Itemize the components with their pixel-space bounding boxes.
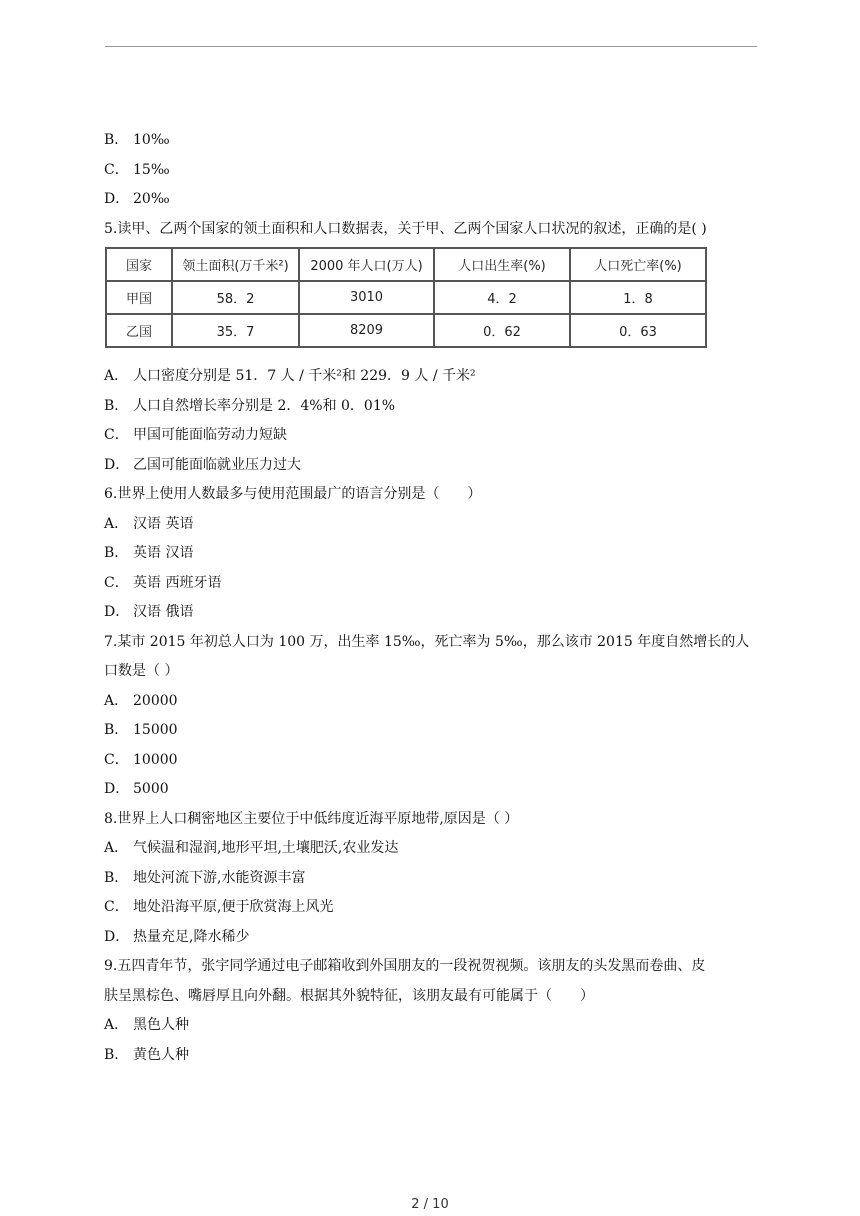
q8-option-c: C． 地处沿海平原,便于欣赏海上风光 xyxy=(104,899,334,915)
q6-option-c: C． 英语 西班牙语 xyxy=(104,575,222,591)
q7-option-b: B． 15000 xyxy=(104,722,178,738)
page-number: 2 / 10 xyxy=(411,1197,449,1212)
q5-option-c: C． 甲国可能面临劳动力短缺 xyxy=(104,427,287,443)
population-data-table xyxy=(105,247,707,348)
q6-option-a: A． 汉语 英语 xyxy=(104,516,194,532)
q5-option-b: B． 人口自然增长率分别是 2．4%和 0．01% xyxy=(104,398,396,414)
table-cell: 0．62 xyxy=(434,314,570,347)
q4-option-d: D． 20‰ xyxy=(104,191,170,207)
q5-stem: 5.读甲、乙两个国家的领土面积和人口数据表，关于甲、乙两个国家人口状况的叙述，正确的是( ) xyxy=(104,221,707,237)
table-header-row xyxy=(106,248,706,281)
q7-stem-line-1: 7.某市 2015 年初总人口为 100 万，出生率 15‰，死亡率为 5‰，那么该市 2015 年度自然增长的人 xyxy=(104,634,750,650)
table-cell: 4．2 xyxy=(434,281,570,314)
q4-option-c: C． 15‰ xyxy=(104,162,170,178)
table-row xyxy=(106,281,706,314)
table-cell: 1．8 xyxy=(570,281,706,314)
q7-option-a: A． 20000 xyxy=(104,693,178,709)
table-cell: 0．63 xyxy=(570,314,706,347)
q7-stem-line-2: 口数是（ ） xyxy=(104,663,179,679)
q7-option-d: D． 5000 xyxy=(104,781,169,797)
table-cell: 58．2 xyxy=(172,281,299,314)
q6-stem: 6.世界上使用人数最多与使用范围最广的语言分别是（ ） xyxy=(104,486,482,502)
table-row xyxy=(106,314,706,347)
q8-option-d: D． 热量充足,降水稀少 xyxy=(104,929,250,945)
q8-stem: 8.世界上人口稠密地区主要位于中低纬度近海平原地带,原因是（ ） xyxy=(104,811,519,827)
table-cell: 8209 xyxy=(299,314,434,347)
q9-option-a: A． 黑色人种 xyxy=(104,1017,189,1033)
table-cell: 甲国 xyxy=(106,281,172,314)
table-header-cell: 人口出生率(%) xyxy=(434,248,570,281)
table-cell: 乙国 xyxy=(106,314,172,347)
q7-option-c: C． 10000 xyxy=(104,752,178,768)
q4-option-b: B． 10‰ xyxy=(104,132,170,148)
q5-option-a: A． 人口密度分别是 51．7 人 / 千米²和 229．9 人 / 千米² xyxy=(104,368,476,384)
table-header-cell: 国家 xyxy=(106,248,172,281)
header-rule xyxy=(105,46,757,47)
q9-option-b: B． 黄色人种 xyxy=(104,1047,189,1063)
q5-option-d: D． 乙国可能面临就业压力过大 xyxy=(104,457,301,473)
table-cell: 3010 xyxy=(299,281,434,314)
table-cell: 35．7 xyxy=(172,314,299,347)
q9-stem-line-1: 9.五四青年节，张宇同学通过电子邮箱收到外国朋友的一段祝贺视频。该朋友的头发黑而卷曲、皮 xyxy=(104,958,706,974)
table-header-cell: 2000 年人口(万人) xyxy=(299,248,434,281)
table-header-cell: 人口死亡率(%) xyxy=(570,248,706,281)
q8-option-b: B． 地处河流下游,水能资源丰富 xyxy=(104,870,306,886)
q6-option-b: B． 英语 汉语 xyxy=(104,545,194,561)
q9-stem-line-2: 肤呈黑棕色、嘴唇厚且向外翻。根据其外貌特征，该朋友最有可能属于（ ） xyxy=(104,988,594,1004)
q6-option-d: D． 汉语 俄语 xyxy=(104,604,194,620)
q8-option-a: A． 气候温和湿润,地形平坦,土壤肥沃,农业发达 xyxy=(104,840,399,856)
table-header-cell: 领土面积(万千米²) xyxy=(172,248,299,281)
